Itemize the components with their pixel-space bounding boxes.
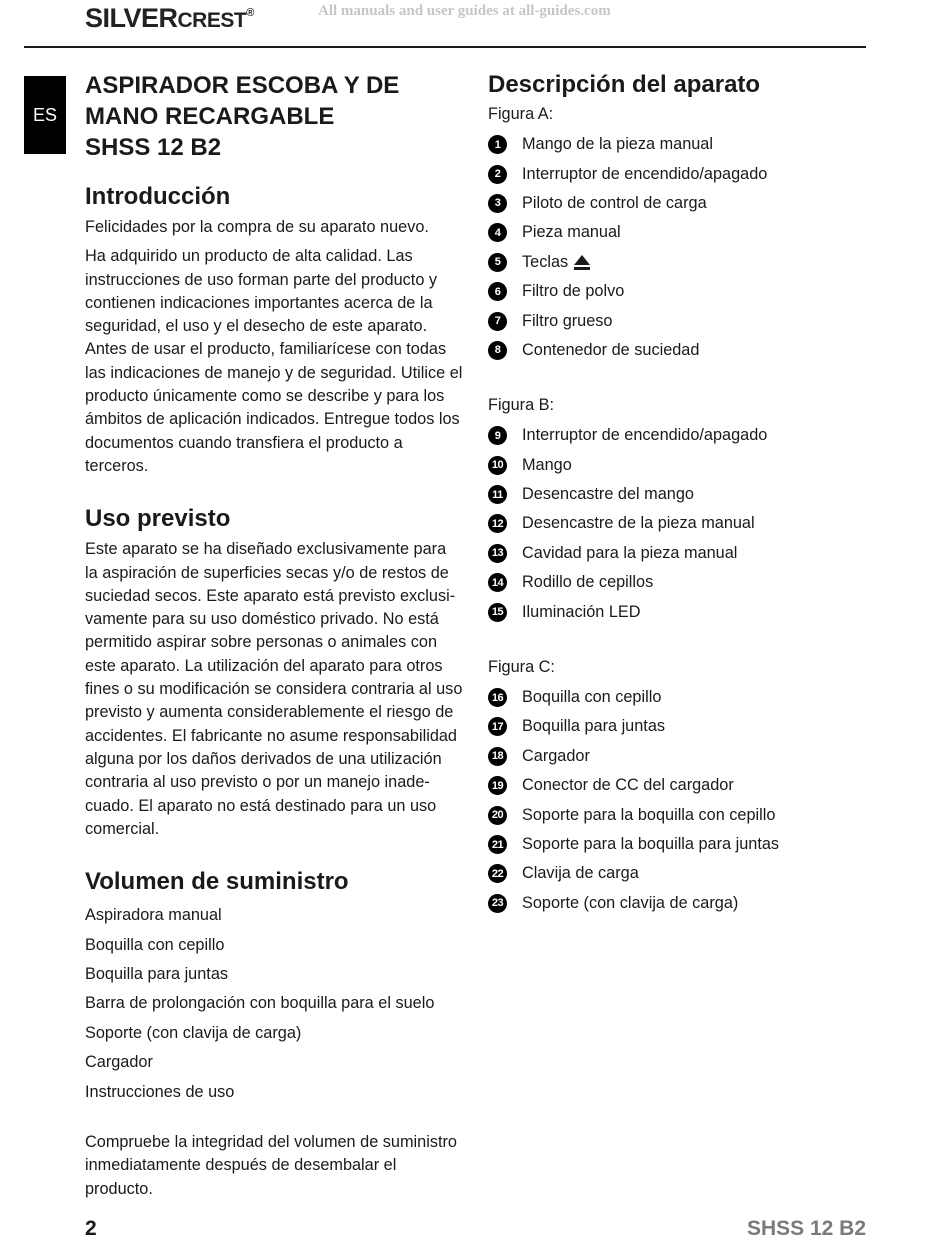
number-badge: 8 [488, 341, 507, 360]
supply-item: Barra de prolongación con boquilla para el suelo [85, 994, 435, 1013]
intro-paragraph-2: Ha adquirido un producto de alta calidad. Las instrucciones de uso forman parte del producto y contienen indicaciones importantes acerca de la seguridad, el uso y el desecho de este aparato. Antes de usar el producto, familiarícese con todas las indicaciones de manejo y de seguridad. Utilice el producto únicamente como se describe y para los ámbitos de aplicación indicados. Entregue todos los documentos cuando transfiera el producto a terceros. [85, 247, 463, 475]
number-badge: 10 [488, 456, 507, 475]
part-item [488, 771, 868, 800]
number-badge: 17 [488, 717, 507, 736]
part-item [488, 189, 868, 218]
number-badge: 20 [488, 806, 507, 825]
part-item [488, 451, 868, 480]
number-badge: 22 [488, 864, 507, 883]
page-number: 2 [85, 1217, 97, 1240]
number-badge: 7 [488, 312, 507, 331]
part-item [488, 568, 868, 597]
part-label: Cargador [522, 746, 590, 765]
part-item [488, 159, 868, 188]
number-badge: 23 [488, 894, 507, 913]
registered-mark: ® [246, 7, 254, 19]
eject-icon [573, 253, 591, 271]
number-badge: 19 [488, 776, 507, 795]
watermark: All manuals and user guides at all-guides.com [318, 3, 611, 19]
number-badge: 2 [488, 165, 507, 184]
intro-paragraph-1: Felicidades por la compra de su aparato nuevo. [85, 218, 429, 236]
title-line: MANO RECARGABLE [85, 103, 335, 130]
brand-name-silver: SILVER [85, 3, 178, 33]
supply-item: Cargador [85, 1053, 153, 1072]
part-item [488, 712, 868, 741]
part-label: Soporte para la boquilla para juntas [522, 835, 780, 853]
document-title [85, 70, 463, 163]
number-badge: 18 [488, 747, 507, 766]
supply-item: Boquilla con cepillo [85, 935, 225, 954]
part-label: Iluminación LED [522, 602, 641, 621]
part-item [488, 597, 868, 626]
part-label: Soporte (con clavija de carga) [522, 893, 739, 912]
part-item [488, 683, 868, 712]
figure-c-label: Figura C: [488, 657, 555, 676]
title-line: SHSS 12 B2 [85, 134, 222, 161]
part-label: Desencastre del mango [522, 485, 694, 504]
part-label: Filtro grueso [522, 311, 613, 330]
part-item [488, 480, 868, 509]
figure-a-label: Figura A: [488, 105, 554, 123]
part-label: Filtro de polvo [522, 282, 625, 301]
supply-item: Boquilla para juntas [85, 964, 229, 983]
number-badge: 6 [488, 282, 507, 301]
supply-note: Compruebe la integridad del volumen de suministro inmediatamente después de desembalar el producto. [85, 1132, 457, 1198]
number-badge: 5 [488, 253, 507, 272]
part-item [488, 859, 868, 888]
part-label: Boquilla para juntas [522, 717, 666, 736]
part-label: Piloto de control de carga [522, 193, 707, 212]
device-description-heading: Descripción del aparato [488, 71, 761, 98]
number-badge: 14 [488, 573, 507, 592]
supply-list [85, 901, 463, 1107]
part-item [488, 306, 868, 335]
part-label: Pieza manual [522, 223, 621, 242]
number-badge: 21 [488, 835, 507, 854]
title-line: ASPIRADOR ESCOBA Y DE [85, 72, 400, 99]
part-item [488, 277, 868, 306]
part-label: Interruptor de encendido/apagado [522, 426, 768, 445]
number-badge: 12 [488, 514, 507, 533]
supply-item: Aspiradora manual [85, 906, 222, 925]
part-label: Interruptor de encendido/apagado [522, 164, 768, 183]
number-badge: 11 [488, 485, 507, 504]
part-label: Mango de la pieza manual [522, 135, 713, 154]
part-item [488, 509, 868, 538]
supply-item: Instrucciones de uso [85, 1082, 235, 1101]
part-label: Conector de CC del cargador [522, 776, 734, 795]
number-badge: 9 [488, 426, 507, 445]
figure-a-parts-list [488, 130, 868, 365]
part-item [488, 800, 868, 829]
part-item [488, 889, 868, 918]
part-item [488, 539, 868, 568]
number-badge: 1 [488, 135, 507, 154]
supply-item: Soporte (con clavija de carga) [85, 1023, 302, 1042]
part-label: Teclas [522, 252, 569, 271]
part-label: Boquilla con cepillo [522, 688, 662, 707]
right-column [488, 70, 868, 918]
number-badge: 15 [488, 603, 507, 622]
number-badge: 16 [488, 688, 507, 707]
figure-b-parts-list [488, 421, 868, 627]
language-tab: ES [24, 76, 66, 154]
part-label: Desencastre de la pieza manual [522, 514, 755, 533]
number-badge: 13 [488, 544, 507, 563]
figure-b-label: Figura B: [488, 396, 555, 415]
part-label: Soporte para la boquilla con cepillo [522, 805, 776, 824]
figure-c-parts-list [488, 683, 868, 918]
footer-model-name: SHSS 12 B2 [746, 1217, 866, 1240]
part-item [488, 421, 868, 450]
number-badge: 4 [488, 223, 507, 242]
supply-heading: Volumen de suministro [85, 868, 349, 896]
part-item [488, 130, 868, 159]
part-item [488, 218, 868, 247]
part-item [488, 742, 868, 771]
part-label: Cavidad para la pieza manual [522, 543, 738, 562]
intro-heading: Introducción [85, 183, 231, 210]
intended-use-paragraph: Este aparato se ha diseñado exclusivamente para la aspiración de superficies secas y/o de restos de suciedad secos. Este aparato está previsto exclusivamente para su uso doméstico privado. No está permitido aspirar sobre personas o animales con este aparato. La utilización del aparato para otros fines o su modificación se considera contraria al uso previsto y aumenta considerablemente el riesgo de accidentes. El fabricante no asume responsabilidad alguna por los daños derivados de una utilización contraria al uso previsto o por un manejo inadecuado. El aparato no está destinado para un uso comercial. [85, 540, 463, 838]
header-rule [24, 46, 866, 48]
part-item [488, 830, 868, 859]
brand-name-crest: CREST [177, 9, 247, 32]
part-item [488, 248, 868, 277]
number-badge: 3 [488, 194, 507, 213]
part-label: Clavija de carga [522, 864, 639, 883]
part-item [488, 336, 868, 365]
left-column [85, 70, 463, 1201]
intended-use-heading: Uso previsto [85, 505, 231, 533]
brand-logo [85, 3, 254, 34]
part-label: Contenedor de suciedad [522, 340, 700, 359]
part-label: Mango [522, 455, 572, 474]
part-label: Rodillo de cepillos [522, 573, 654, 592]
